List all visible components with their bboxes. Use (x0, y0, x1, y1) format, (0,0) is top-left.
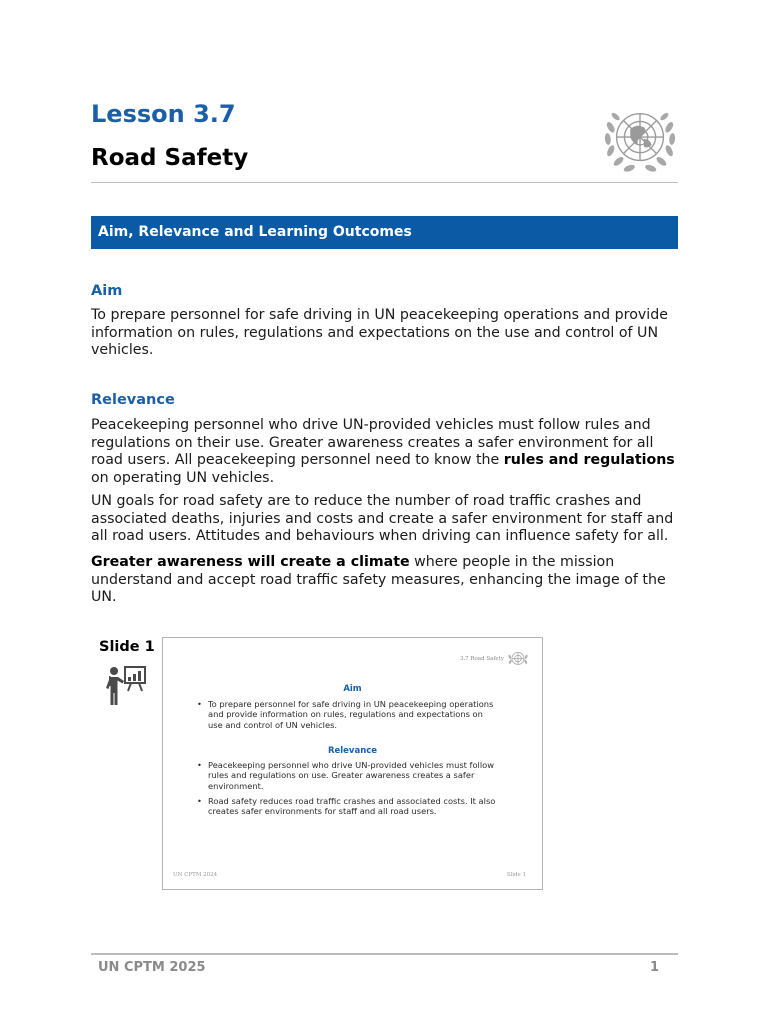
slide-relevance-heading: Relevance (327, 746, 378, 756)
relevance-paragraph-2: UN goals for road safety are to reduce the number of road traffic crashes and associated deaths, injuries and costs and create a safer environment for staff and all road users. Attitudes and behaviours when driving can influence safety for all. (91, 493, 674, 544)
bold-phrase: rules and regulations (503, 452, 675, 468)
slide-relevance-bullets (197, 760, 497, 821)
slide-label: Slide 1 (99, 639, 155, 655)
aim-text: To prepare personnel for safe driving in UN peacekeeping operations and provide information on rules, regulations and expectations on the use and control of UN vehicles. (91, 307, 668, 358)
bold-phrase: Greater awareness will create a climate (91, 554, 410, 570)
list-item: • Peacekeeping personnel who drive UN-provided vehicles must follow rules and regulations on use. Greater awareness creates a safer environment. (197, 760, 497, 791)
slide-thumbnail (162, 637, 543, 890)
slide-aim-bullets (197, 699, 497, 735)
slide-header-text: 3.7 Road Safety (459, 656, 504, 662)
footer-text: UN CPTM 2025 (98, 960, 206, 975)
footer-divider (91, 953, 678, 955)
un-emblem-icon (601, 100, 679, 178)
slide-footer-left: UN CPTM 2024 (173, 872, 218, 878)
un-emblem-icon (507, 648, 529, 670)
relevance-paragraph-1: Peacekeeping personnel who drive UN-provided vehicles must follow rules and regulations on their use. Greater awareness creates a safer environment for all road users. All peacekeeping personnel need to know the rules and regulations on operating UN vehicles. (91, 417, 675, 486)
presenter-board-icon (106, 664, 148, 706)
section-banner: Aim, Relevance and Learning Outcomes (91, 216, 678, 249)
list-item: • To prepare personnel for safe driving in UN peacekeeping operations and provide information on rules, regulations and expectations on use and control of UN vehicles. (197, 699, 497, 730)
slide-aim-heading: Aim (343, 684, 362, 694)
lesson-title: Road Safety (91, 145, 249, 171)
relevance-paragraph-3: Greater awareness will create a climate where people in the mission understand and accept road traffic safety measures, enhancing the image of the UN. (91, 554, 666, 605)
aim-heading: Aim (91, 283, 123, 299)
relevance-heading: Relevance (91, 392, 175, 408)
lesson-number: Lesson 3.7 (91, 100, 236, 128)
page-number: 1 (649, 960, 659, 975)
slide-footer-right: Slide 1 (506, 872, 526, 878)
header-divider (91, 182, 678, 183)
list-item: • Road safety reduces road traffic crashes and associated costs. It also creates safer environments for staff and all road users. (197, 796, 497, 817)
